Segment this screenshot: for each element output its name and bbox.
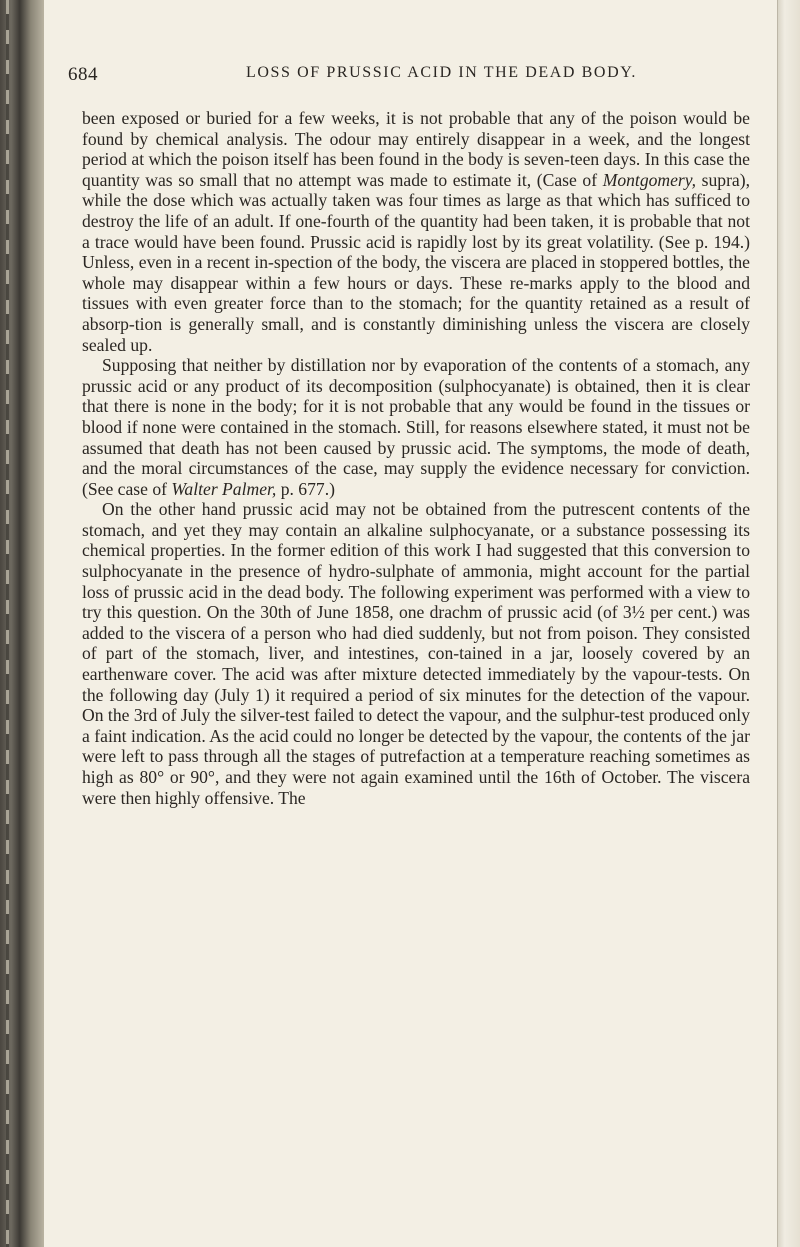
book-page (58, 0, 766, 1247)
case-name-walter-palmer: Walter Palmer, (171, 478, 277, 499)
body-text (82, 108, 750, 808)
page-stack-edge (777, 0, 800, 1247)
paragraph-2 (82, 355, 750, 499)
book-binding-edge (0, 0, 44, 1247)
page-header (58, 64, 758, 94)
paragraph-1 (82, 108, 750, 355)
paragraph-1-text-b: supra), while the dose which was actually taken was four times as large as that which has sufficed to destroy the life of an adult. If one-fourth of the quantity had been taken, it is probable that not a trace would have been found. Prussic acid is rapidly lost by its great volatility. (See p. 194.) Unless, even in a recent in-spection of the body, the viscera are placed in stoppered bottles, the whole may disappear within a few hours or days. These re-marks apply to the blood and tissues with even greater force than to the stomach; for the quantity retained as a result of absorp-tion is generally small, and is constantly diminishing unless the viscera are closely sealed up. (82, 169, 751, 355)
paragraph-2-text-a: Supposing that neither by distillation nor by evaporation of the contents of a stomach, any prussic acid or any product of its decomposition (sulphocyanate) is obtained, then it is clear that there is none in the body; for it is not probable that any would be found in the tissues or blood if none were contained in the stomach. Still, for reasons elsewhere stated, it must not be assumed that death has not been caused by prussic acid. The symptoms, the mode of death, and the moral circumstances of the case, may supply the evidence necessary for conviction. (See case of (82, 355, 750, 499)
running-head: LOSS OF PRUSSIC ACID IN THE DEAD BODY. (246, 64, 637, 81)
paragraph-2-text-b: p. 677.) (276, 478, 335, 499)
paragraph-3 (82, 499, 750, 808)
paragraph-1-text-a: been exposed or buried for a few weeks, it is not probable that any of the poison would be found by chemical analysis. The odour may entirely disappear in a week, and the longest period at which the poison itself has been found in the body is seven-teen days. In this case the quantity was so small that no attempt was made to estimate it, (Case of (82, 108, 750, 190)
paragraph-3-text: On the other hand prussic acid may not be obtained from the putrescent contents of the stomach, and yet they may contain an alkaline sulphocyanate, or a substance possessing its chemical properties. In the former edition of this work I had suggested that this conversion to sulphocyanate in the presence of hydro-sulphate of ammonia, might account for the partial loss of prussic acid in the dead body. The following experiment was performed with a view to try this question. On the 30th of June 1858, one drachm of prussic acid (of 3½ per cent.) was added to the viscera of a person who had died suddenly, but not from poison. They consisted of part of the stomach, liver, and intestines, con-tained in a jar, loosely covered by an earthenware cover. The acid was after mixture detected immediately by the vapour-tests. On the following day (July 1) it required a period of six minutes for the detection of the vapour. On the 3rd of July the silver-test failed to detect the vapour, and the sulphur-test produced only a faint indication. As the acid could no longer be detected by the vapour, the contents of the jar were left to pass through all the stages of putrefaction at a temperature reaching sometimes as high as 80° or 90°, and they were not again examined until the 16th of October. The viscera were then highly offensive. The (82, 499, 750, 808)
case-name-montgomery: Montgomery, (602, 169, 697, 190)
page-number: 684 (68, 64, 98, 85)
